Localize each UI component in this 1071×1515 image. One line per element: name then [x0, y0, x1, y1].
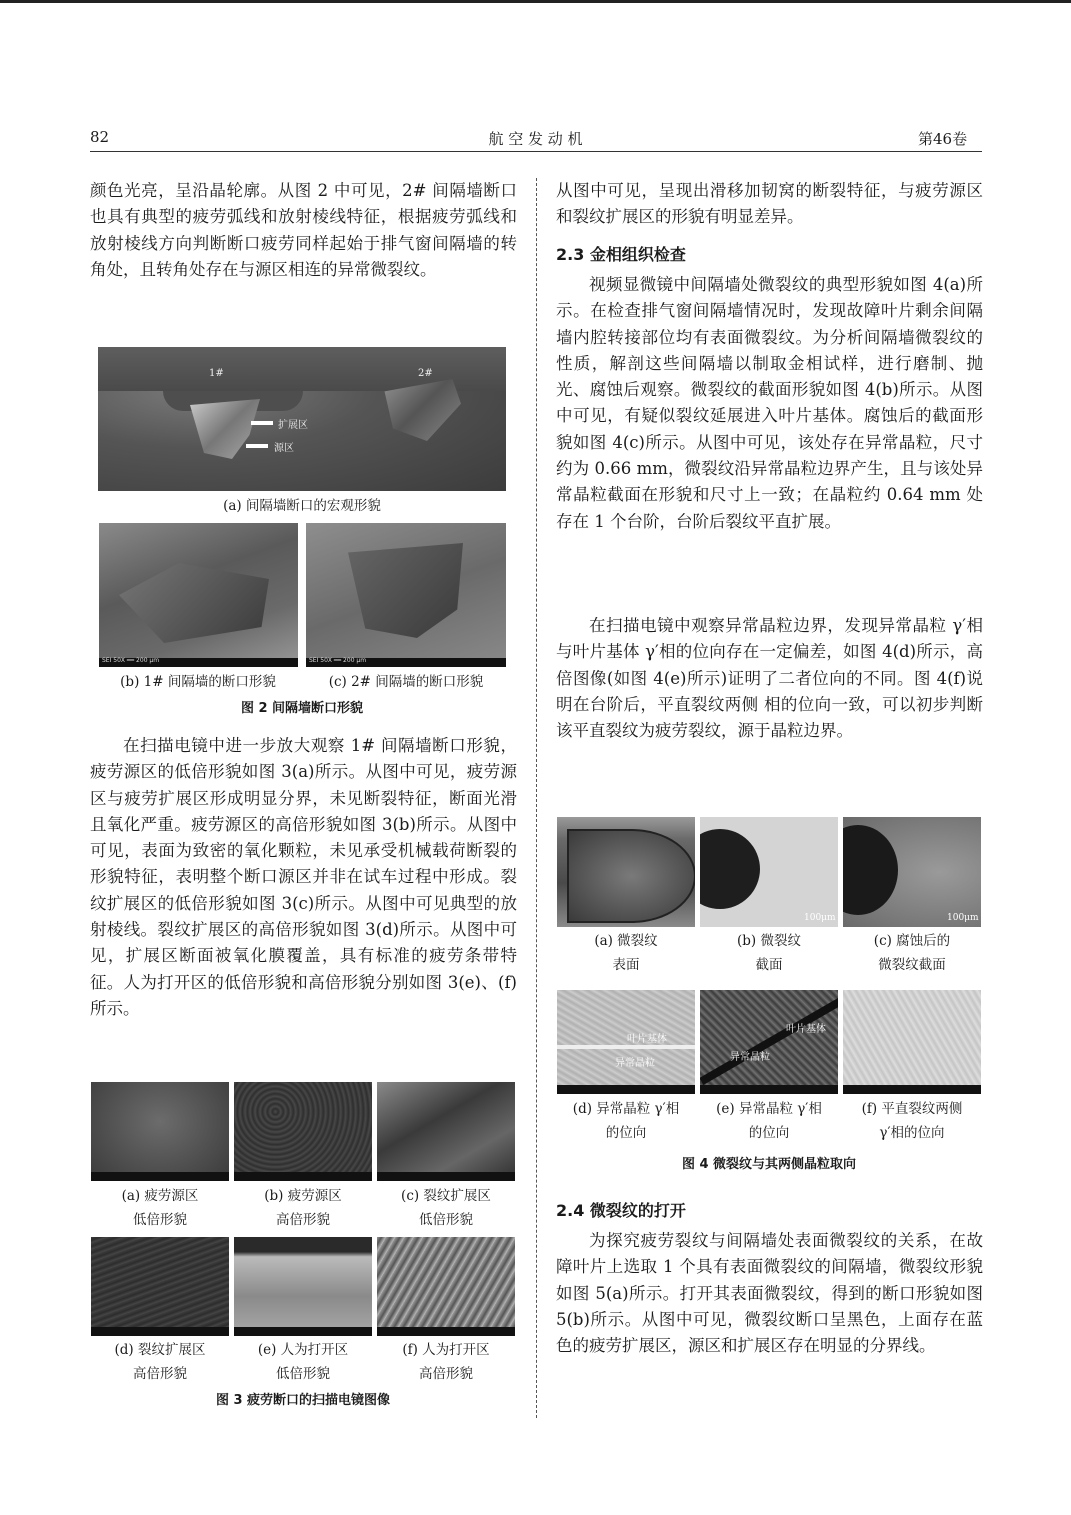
arrow-icon [246, 444, 268, 448]
fig4a-caption-2: 表面 [612, 957, 640, 973]
fig2a-caption: (a) 间隔墙断口的宏观形貌 [223, 498, 381, 514]
top-rule [0, 0, 1071, 3]
fig3e-caption-2: 低倍形貌 [276, 1366, 330, 1382]
fig4c-caption-1: (c) 腐蚀后的 [873, 933, 951, 949]
fig2a-label-source: 源区 [274, 443, 294, 454]
arrow-icon [251, 421, 273, 425]
fig4d-image [557, 990, 695, 1094]
fig3b-caption-1: (b) 疲劳源区 [264, 1188, 342, 1204]
fig4d-caption-1: (d) 异常晶粒 γ′相 [572, 1101, 680, 1117]
right-paragraph-2: 视频显微镜中间隔墙处微裂纹的典型形貌如图 4(a)所示。在检查排气窗间隔墙情况时，发现故障叶片剩余间隔墙内腔转接部位均有表面微裂纹。为分析间隔墙微裂纹的性质，解剖这些间隔墙以制取金相试样，进行磨制、抛光、腐蚀后观察。微裂纹的截面形貌如图 4(b)所示。从图中可见，有疑似裂纹延展进入叶片基体。腐蚀后的截面形貌如图 4(c)所示。从图中可见，该处存在异常晶粒，尺寸约为 0.66 mm，微裂纹沿异常晶粒边界产生，且与该处异常晶粒截面在形貌和尺寸上一致；在晶粒约 0.64 mm 处存在 1 个台阶，台阶后裂纹平直扩展。 [556, 275, 983, 531]
fig3f-image [377, 1237, 515, 1336]
fig2b-caption: (b) 1# 间隔墙的断口形貌 [120, 674, 276, 690]
fig3d-caption-2: 高倍形貌 [133, 1366, 187, 1382]
volume-label: 第46卷 [918, 130, 968, 148]
fig4f-caption-2: γ′相的位向 [879, 1125, 945, 1141]
fig4c-scale: 100μm [947, 913, 979, 923]
fig3b-caption-2: 高倍形貌 [276, 1212, 330, 1228]
fig3b-image [234, 1082, 372, 1181]
fig4b-image [700, 817, 838, 927]
section-2-4-heading: 2.4 微裂纹的打开 [556, 1201, 686, 1220]
fig3c-image [377, 1082, 515, 1181]
journal-title: 航 空 发 动 机 [488, 130, 583, 148]
fig4d-label-grain: 异常晶粒 [615, 1058, 655, 1069]
section-2-3-heading: 2.3 金相组织检查 [556, 245, 686, 264]
fig4a-caption-1: (a) 微裂纹 [594, 933, 658, 949]
fig4e-image [700, 990, 838, 1094]
fig4b-caption-2: 截面 [755, 957, 783, 973]
fig4f-caption-1: (f) 平直裂纹两侧 [861, 1101, 963, 1117]
fig2b-scalebar: SEI 50X ━━ 200 μm [102, 657, 160, 664]
fig2c-scalebar: SEI 50X ━━ 200 μm [309, 657, 367, 664]
fig4c-caption-2: 微裂纹截面 [878, 957, 946, 973]
fig3c-caption-2: 低倍形貌 [419, 1212, 473, 1228]
fig2c-caption: (c) 2# 间隔墙的断口形貌 [328, 674, 484, 690]
fig3f-caption-1: (f) 人为打开区 [402, 1342, 490, 1358]
fig4-title: 图 4 微裂纹与其两侧晶粒取向 [681, 1157, 857, 1172]
fig2-title: 图 2 间隔墙断口形貌 [240, 701, 364, 716]
fig3e-caption-1: (e) 人为打开区 [257, 1342, 349, 1358]
fig3e-image [234, 1237, 372, 1336]
fig3c-caption-1: (c) 裂纹扩展区 [401, 1188, 491, 1204]
fig4a-image [557, 817, 695, 927]
fig4f-image [843, 990, 981, 1094]
fig3f-caption-2: 高倍形貌 [419, 1366, 473, 1382]
fig4e-caption-1: (e) 异常晶粒 γ′相 [716, 1101, 822, 1117]
fig4e-label-matrix: 叶片基体 [786, 1024, 826, 1035]
fig3d-image [91, 1237, 229, 1336]
fig3a-image [91, 1082, 229, 1181]
right-paragraph-3: 在扫描电镜中观察异常晶粒边界，发现异常晶粒 γ′相与叶片基体 γ′相的位向存在一定偏差，如图 4(d)所示，高倍图像(如图 4(e)所示)证明了二者位向的不同。图 4(f)说明在台阶后，平直裂纹两侧 相的位向一致，可以初步判断该平直裂纹为疲劳裂纹，源于晶粒边界。 [556, 616, 983, 741]
fig2c-image [306, 523, 506, 667]
fig2a-label-expand: 扩展区 [278, 420, 308, 431]
header-rule [90, 151, 982, 152]
right-paragraph-1: 从图中可见，呈现出滑移加韧窝的断裂特征，与疲劳源区和裂纹扩展区的形貌有明显差异。 [556, 181, 983, 227]
fig3-title: 图 3 疲劳断口的扫描电镜图像 [215, 1393, 391, 1408]
fig4b-scale: 100μm [804, 913, 836, 923]
fig3a-caption-1: (a) 疲劳源区 [121, 1188, 199, 1204]
fig4d-label-matrix: 叶片基体 [627, 1034, 667, 1045]
left-paragraph-2: 在扫描电镜中进一步放大观察 1# 间隔墙断口形貌，疲劳源区的低倍形貌如图 3(a)所示。从图中可见，疲劳源区与疲劳扩展区形成明显分界，未见断裂特征，断面光滑且氧化严重。疲劳源区的高倍形貌如图 3(b)所示。从图中可见，表面为致密的氧化颗粒，未见承受机械载荷断裂的形貌特征，表明整个断口源区并非在试车过程中形成。裂纹扩展区的低倍形貌如图 3(c)所示。从图中可见典型的放射棱线。裂纹扩展区的高倍形貌如图 3(d)所示。从图中可见，扩展区断面被氧化膜覆盖，具有标准的疲劳条带特征。人为打开区的低倍形貌和高倍形貌分别如图 3(e)、(f)所示。 [90, 736, 517, 1018]
fig2a-image [98, 347, 506, 491]
fig2a-label-2: 2# [418, 368, 433, 379]
fig3a-caption-2: 低倍形貌 [133, 1212, 187, 1228]
fig4c-image [843, 817, 981, 927]
fig4b-caption-1: (b) 微裂纹 [737, 933, 801, 949]
fig4e-caption-2: 的位向 [748, 1125, 790, 1141]
left-paragraph-1: 颜色光亮，呈沿晶轮廓。从图 2 中可见，2# 间隔墙断口也具有典型的疲劳弧线和放射棱线特征，根据疲劳弧线和放射棱线方向判断断口疲劳同样起始于排气窗间隔墙的转角处，且转角处存在与源区相连的异常微裂纹。 [90, 181, 517, 279]
fig2b-image [99, 523, 298, 667]
column-divider [536, 178, 537, 1418]
fig3d-caption-1: (d) 裂纹扩展区 [114, 1342, 206, 1358]
fig2a-label-1: 1# [209, 368, 224, 379]
fig4e-label-grain: 异常晶粒 [730, 1052, 770, 1063]
page-number: 82 [90, 128, 110, 146]
fig4d-caption-2: 的位向 [605, 1125, 647, 1141]
right-paragraph-4: 为探究疲劳裂纹与间隔墙处表面微裂纹的关系，在故障叶片上选取 1 个具有表面微裂纹的间隔墙，微裂纹形貌如图 5(a)所示。打开其表面微裂纹，得到的断口形貌如图 5(b)所示。从图中可见，微裂纹断口呈黑色，上面存在蓝色的疲劳扩展区，源区和扩展区存在明显的分界线。 [556, 1231, 983, 1356]
